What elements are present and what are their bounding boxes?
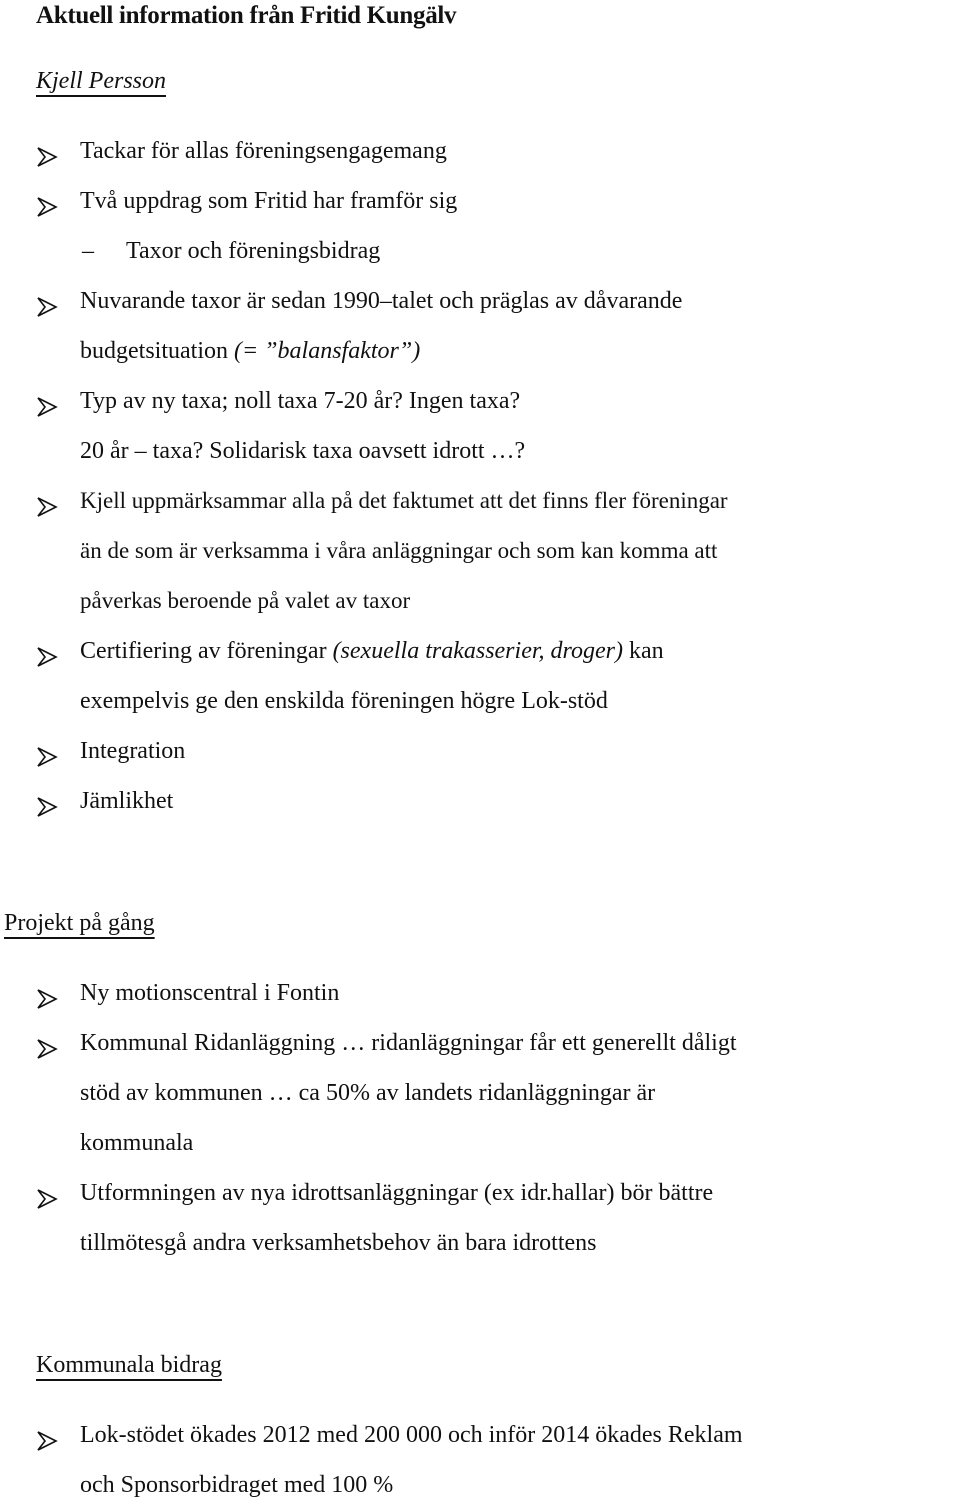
section-heading-kommunala-bidrag: Kommunala bidrag bbox=[36, 1352, 222, 1378]
document-title: Aktuell information från Fritid Kungälv bbox=[36, 2, 457, 29]
list-item-text: Kommunal Ridanläggning … ridanläggningar får ett generellt dåligt bbox=[80, 1030, 737, 1056]
arrowhead-bullet-icon bbox=[36, 796, 58, 818]
list-item-continuation: än de som är verksamma i våra anläggningar och som kan komma att bbox=[80, 538, 718, 563]
list-item-prefix: Certifiering av föreningar bbox=[80, 638, 327, 664]
list-item-continuation: kommunala bbox=[80, 1130, 194, 1156]
arrowhead-bullet-icon bbox=[36, 1038, 58, 1060]
list-item-continuation: 20 år – taxa? Solidarisk taxa oavsett idrott …? bbox=[80, 438, 526, 464]
list-item-continuation bbox=[80, 338, 420, 365]
list-item-continuation: tillmötesgå andra verksamhetsbehov än bara idrottens bbox=[80, 1230, 597, 1256]
list-item-text: Nuvarande taxor är sedan 1990–talet och präglas av dåvarande bbox=[80, 288, 683, 314]
list-item-text: Två uppdrag som Fritid har framför sig bbox=[80, 188, 458, 214]
list-item-continuation: stöd av kommunen … ca 50% av landets ridanläggningar är bbox=[80, 1080, 656, 1106]
list-item-text: Lok-stödet ökades 2012 med 200 000 och inför 2014 ökades Reklam bbox=[80, 1422, 743, 1448]
arrowhead-bullet-icon bbox=[36, 1430, 58, 1452]
section-heading-projekt: Projekt på gång bbox=[4, 910, 155, 936]
list-item-text: Jämlikhet bbox=[80, 788, 174, 814]
list-item-text: Tackar för allas föreningsengagemang bbox=[80, 138, 447, 164]
list-item-text: Kjell uppmärksammar alla på det faktumet att det finns fler föreningar bbox=[80, 488, 728, 513]
arrowhead-bullet-icon bbox=[36, 646, 58, 668]
dash-bullet: – bbox=[82, 238, 94, 264]
arrowhead-bullet-icon bbox=[36, 296, 58, 318]
arrowhead-bullet-icon bbox=[36, 988, 58, 1010]
arrowhead-bullet-icon bbox=[36, 146, 58, 168]
list-item-text: Ny motionscentral i Fontin bbox=[80, 980, 340, 1006]
list-item-continuation: exempelvis ge den enskilda föreningen högre Lok-stöd bbox=[80, 688, 608, 714]
arrowhead-bullet-icon bbox=[36, 196, 58, 218]
list-item-text: Utformningen av nya idrottsanläggningar (ex idr.hallar) bör bättre bbox=[80, 1180, 714, 1206]
arrowhead-bullet-icon bbox=[36, 496, 58, 518]
arrowhead-bullet-icon bbox=[36, 396, 58, 418]
list-item-text: Integration bbox=[80, 738, 186, 764]
italic-note: (sexuella trakasserier, droger) bbox=[332, 638, 623, 664]
italic-note: (= ”balansfaktor”) bbox=[233, 338, 421, 364]
list-item-text: budgetsituation bbox=[80, 338, 228, 364]
section-heading-kjell-persson: Kjell Persson bbox=[36, 68, 166, 94]
list-item-text: Typ av ny taxa; noll taxa 7-20 år? Ingen taxa? bbox=[80, 388, 521, 414]
arrowhead-bullet-icon bbox=[36, 1188, 58, 1210]
list-item-continuation: påverkas beroende på valet av taxor bbox=[80, 588, 411, 613]
arrowhead-bullet-icon bbox=[36, 746, 58, 768]
list-item-continuation: och Sponsorbidraget med 100 % bbox=[80, 1472, 394, 1498]
sub-item-text: Taxor och föreningsbidrag bbox=[126, 238, 381, 264]
list-item-suffix: kan bbox=[628, 638, 664, 664]
list-item-text bbox=[80, 638, 664, 665]
